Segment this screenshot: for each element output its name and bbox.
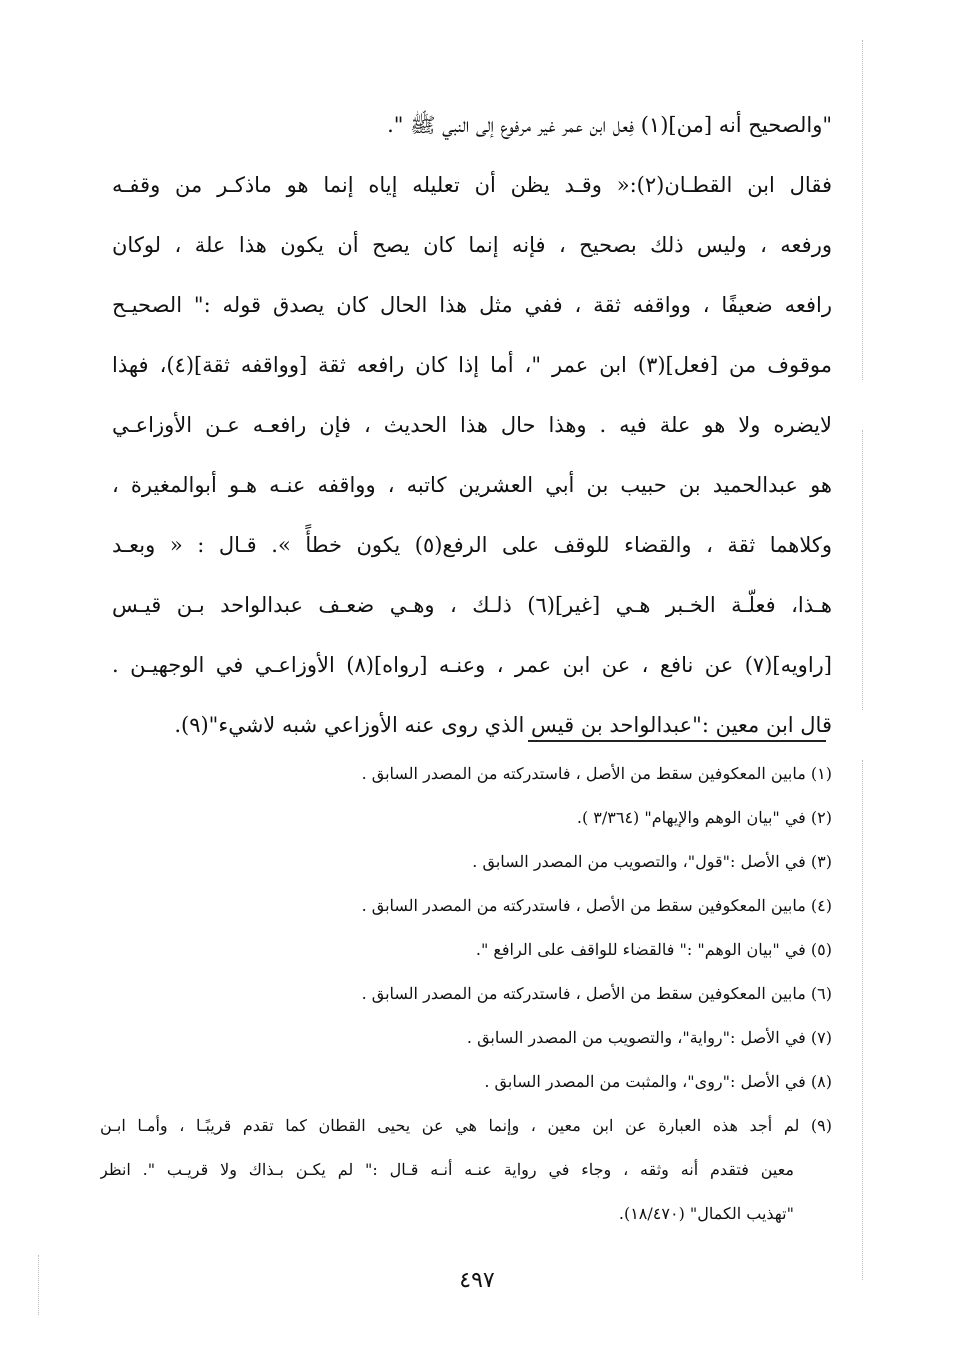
text-line: "والصحيح أنه [من](١) فِعل ابن عمر غير مرفوع إلى النبي ﷺ ". bbox=[387, 113, 832, 137]
scan-edge-line bbox=[862, 760, 863, 1280]
text-line: رافعه ضعيفًا ، وواقفه ثقة ، ففي مثل هذا الحال كان يصدق قوله :" الصحيـح bbox=[112, 293, 832, 317]
main-text bbox=[112, 95, 832, 755]
text-line: ورفعه ، وليس ذلك بصحيح ، فإنه إنما كان يصح أن يكون هذا علة ، لوكان bbox=[112, 233, 832, 257]
text-line: [راويه](٧) عن نافع ، عن ابن عمر ، وعنـه [رواه](٨) الأوزاعـي في الوجهيـن . bbox=[112, 653, 832, 677]
footnote-line: (١) مابين المعكوفين سقط من الأصل ، فاستدركته من المصدر السابق . bbox=[361, 764, 832, 783]
footnote-line: (٤) مابين المعكوفين سقط من الأصل ، فاستدركته من المصدر السابق . bbox=[361, 896, 832, 915]
text-line: فقال ابن القطـان(٢):« وقـد يظن أن تعليله إياه إنما هو ماذكـر من وقفـه bbox=[112, 173, 832, 197]
footnote-separator bbox=[528, 740, 826, 742]
text-line: قال ابن معين :"عبدالواحد بن قيس الذي روى عنه الأوزاعي شبه لاشيء"(٩). bbox=[174, 713, 832, 737]
footnote-line: (٣) في الأصل :"قول"، والتصويب من المصدر السابق . bbox=[472, 852, 832, 871]
footnotes bbox=[100, 752, 832, 1236]
text-line: هو عبدالحميد بن حبيب بن أبي العشرين كاتبه ، وواقفه عنـه هـو أبوالمغيرة ، bbox=[112, 473, 832, 497]
footnote-line: (٩) لم أجد هذه العبارة عن ابن معين ، وإنما هي عن يحيى القطان كما تقدم قريبًـا ، وأمـا ابـن bbox=[100, 1116, 832, 1135]
footnote-line: (٨) في الأصل :"روى"، والمثبت من المصدر السابق . bbox=[484, 1072, 832, 1091]
text-line: موقوف من [فعل](٣) ابن عمر "، أما إذا كان رافعه ثقة [وواقفه ثقة](٤)، فهذا bbox=[112, 353, 832, 377]
footnote-line: معين فتقدم أنه وثقه ، وجاء في رواية عنـه أنـه قـال :" لم يكـن بـذاك ولا قريـب ". انظر bbox=[100, 1160, 795, 1179]
scan-edge-line bbox=[862, 40, 863, 380]
footnote-line: (٥) في "بيان الوهم" :" فالقضاء للواقف على الرافع ". bbox=[475, 940, 832, 959]
text-line: هـذا، فعلّـة الخـبر هـي [غير](٦) ذلـك ، وهـي ضعـف عبدالواحد بـن قيـس bbox=[112, 593, 832, 617]
footnote-line: (٢) في "بيان الوهم والإيهام" (٣/٣٦٤ ). bbox=[576, 808, 832, 827]
footnote-line: (٦) مابين المعكوفين سقط من الأصل ، فاستدركته من المصدر السابق . bbox=[361, 984, 832, 1003]
scan-edge-line bbox=[862, 430, 863, 710]
text-line: لايضره ولا هو علة فيه . وهذا حال هذا الحديث ، فإن رافعـه عـن الأوزاعـي bbox=[112, 413, 832, 437]
footnote-line: (٧) في الأصل :"رواية"، والتصويب من المصدر السابق . bbox=[466, 1028, 832, 1047]
footnote-line: "تهذيب الكمال" (١٨/٤٧٠). bbox=[618, 1204, 794, 1223]
text-line: وكلاهما ثقة ، والقضاء للوقف على الرفع(٥) يكون خطأً ». قـال : « وبعـد bbox=[112, 533, 832, 557]
page-number: ٤٩٧ bbox=[459, 1268, 495, 1293]
